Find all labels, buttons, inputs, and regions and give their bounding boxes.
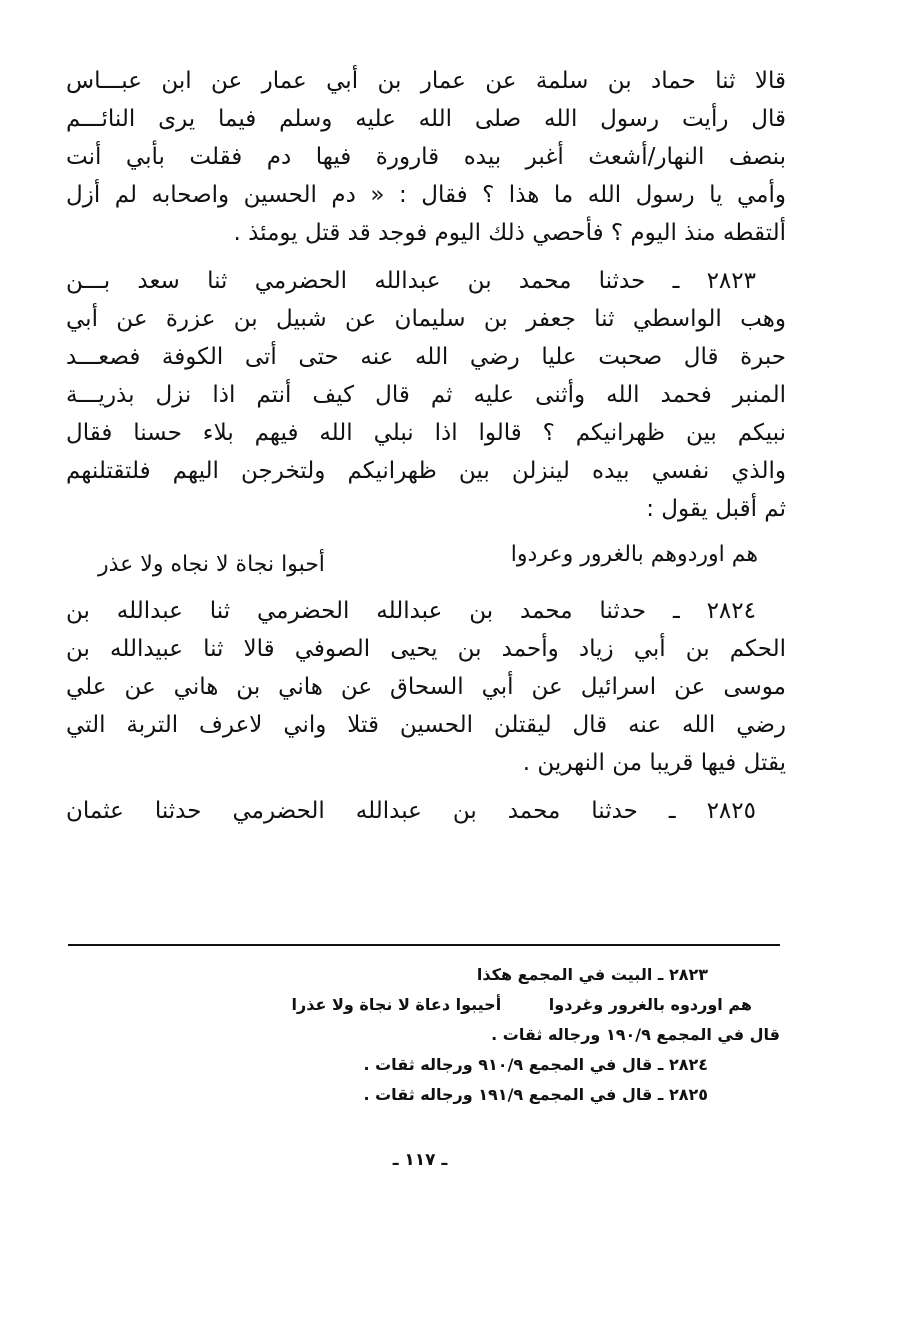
hadith-2824 [66,592,786,782]
hadith-2823 [66,262,786,528]
text-line: ألتقطه منذ اليوم ؟ فأحصي ذلك اليوم فوجد قد قتل يومئذ . [233,220,786,246]
text-line: حبرة قال صحبت عليا رضي الله عنه حتى أتى الكوفة فصعـــد [66,344,786,370]
text-line: والذي نفسي بيده لينزلن بين ظهرانيكم ولتخرجن اليهم فلتقتلنهم [66,458,786,484]
footnote-2824: ٢٨٢٤ ـ قال في المجمع ٩١٠/٩ ورجاله ثقات . [363,1055,708,1074]
text-line: قال رأيت رسول الله صلى الله عليه وسلم فيما يرى النائـــم [66,106,786,132]
text-line: وأمي يا رسول الله ما هذا ؟ فقال : « دم الحسين واصحابه لم أزل [66,182,786,208]
text-line: موسى عن اسرائيل عن أبي السحاق عن هاني بن هاني عن علي [66,674,786,700]
footnote-divider [68,944,780,946]
footnote-verse-second: أحيبوا دعاة لا نجاة ولا عذرا [291,995,502,1014]
page-number: ـ ١١٧ ـ [392,1150,448,1170]
text-line: ثم أقبل يقول : [646,496,786,522]
paragraph-1 [66,62,786,252]
text-line: المنبر فحمد الله وأثنى عليه ثم قال كيف أنتم اذا نزل بذريـــة [66,382,786,408]
footnote-verse-first: هم اوردوه بالغرور وغردوا [548,995,752,1014]
text-line: ٢٨٢٤ ـ حدثنا محمد بن عبدالله الحضرمي ثنا عبدالله بن [66,598,756,624]
text-line: نبيكم بين ظهرانيكم ؟ قالوا اذا نبلي الله فيهم بلاء حسنا فقال [66,420,786,446]
verse-first-hemistich: هم اوردوهم بالغرور وعردوا [510,542,758,567]
main-text [66,62,786,840]
footnote-verse [120,990,780,1020]
text-line: ٢٨٢٣ ـ حدثنا محمد بن عبدالله الحضرمي ثنا سعد بـــن [66,268,756,294]
text-line: يقتل فيها قريبا من النهرين . [522,750,786,776]
hadith-2825 [66,792,786,830]
text-line: بنصف النهار/أشعث أغبر بيده قارورة فيها دم فقلت بأبي أنت [66,144,786,170]
text-line: قالا ثنا حماد بن سلمة عن عمار بن أبي عمار عن ابن عبـــاس [66,68,786,94]
text-line: الحكم بن أبي زياد وأحمد بن يحيى الصوفي قالا ثنا عبيدالله بن [66,636,786,662]
verse-second-hemistich: أحبوا نجاة لا نجاه ولا عذر [98,552,325,577]
text-line: ٢٨٢٥ ـ حدثنا محمد بن عبدالله الحضرمي حدثنا عثمان [66,798,756,824]
poem-verse [66,538,786,580]
footnote-2823-source: قال في المجمع ١٩٠/٩ ورجاله ثقات . [491,1025,780,1044]
footnote-2825: ٢٨٢٥ ـ قال في المجمع ١٩١/٩ ورجاله ثقات . [363,1085,708,1104]
text-line: رضي الله عنه قال ليقتلن الحسين قتلا واني لاعرف التربة التي [66,712,786,738]
footnote-2823: ٢٨٢٣ ـ البيت في المجمع هكذا [476,965,708,984]
footnotes [120,960,780,1110]
text-line: وهب الواسطي ثنا جعفر بن سليمان عن شبيل بن عزرة عن أبي [66,306,786,332]
